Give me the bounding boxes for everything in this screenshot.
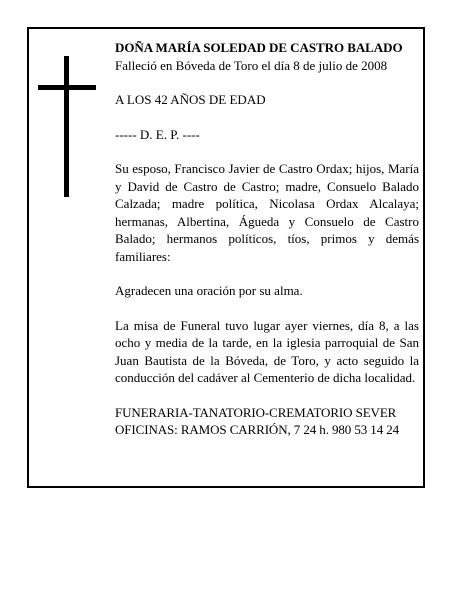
family-paragraph: Su esposo, Francisco Javier de Castro Ordax; hijos, María y David de Castro de Castro; madre, Consuelo Balado Calzada; madre política, Nicolasa Ordax Alcalaya; hermanas, Albertina, Águeda y Consuelo de Castro Balado; hermanos políticos, tíos, primos y demás familiares: — [115, 161, 419, 264]
death-info: Falleció en Bóveda de Toro el día 8 de julio de 2008 — [115, 57, 388, 73]
deceased-name: DOÑA MARÍA SOLEDAD DE CASTRO BALADO — [115, 40, 403, 55]
funeral-home-name: FUNERARIA-TANATORIO-CREMATORIO SEVER — [115, 404, 397, 420]
cross-vertical-bar — [64, 56, 69, 197]
funeral-home-offices: OFICINAS: RAMOS CARRIÓN, 7 24 h. 980 53 14 24 — [115, 422, 400, 437]
funeral-paragraph: La misa de Funeral tuvo lugar ayer viernes, día 8, a las ocho y media de la tarde, en la iglesia parroquial de San Juan Bautista de la Bóveda, de Toro, y acto seguido la conducción del cadáver al Cementerio de dicha localidad. — [115, 317, 419, 385]
obituary-text — [115, 39, 419, 439]
cross-horizontal-bar — [38, 85, 96, 90]
age-line: A LOS 42 AÑOS DE EDAD — [115, 92, 266, 107]
prayer-request: Agradecen una oración por su alma. — [115, 283, 303, 298]
rip-line: ----- D. E. P. ---- — [115, 126, 200, 142]
